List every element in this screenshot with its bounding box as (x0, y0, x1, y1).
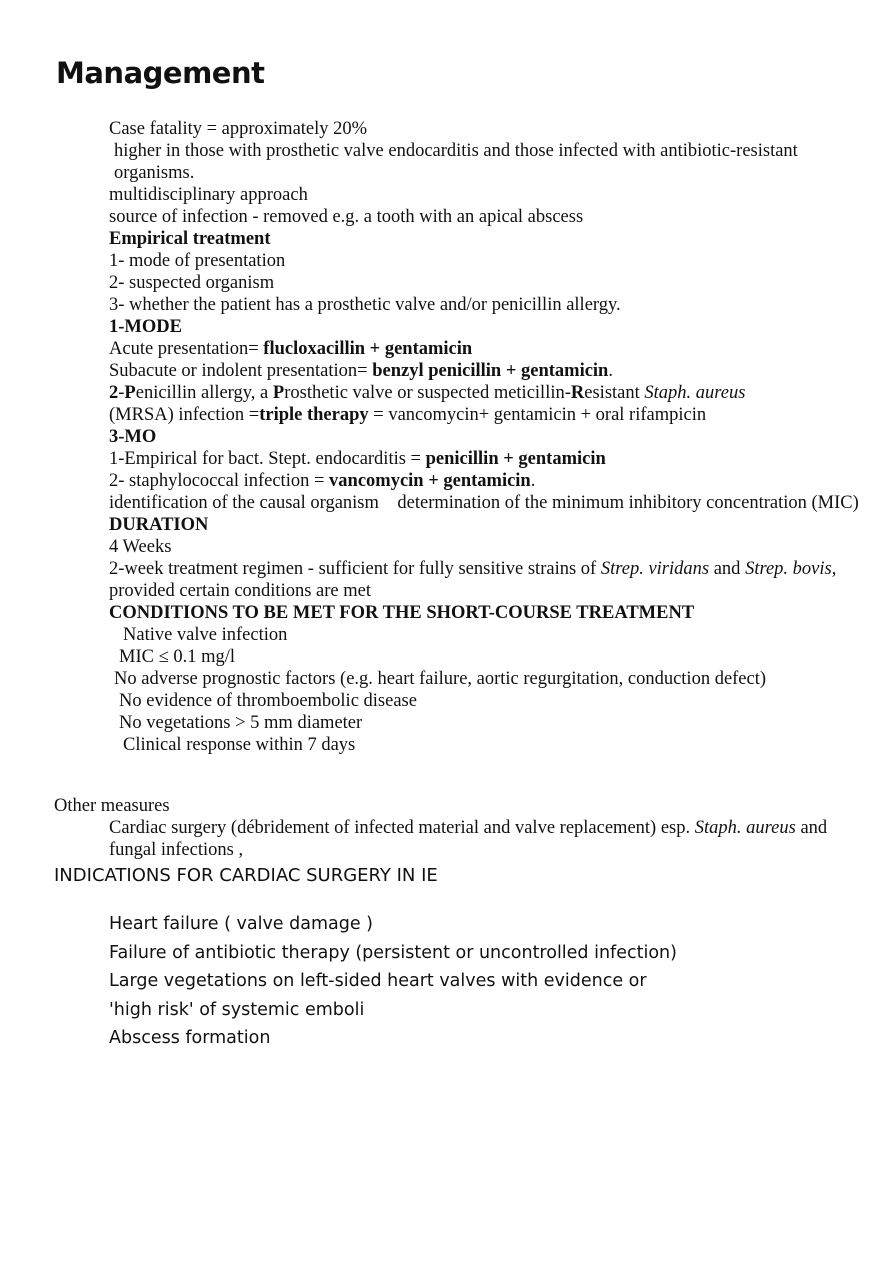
penicillin-allergy-paragraph (109, 382, 869, 426)
indication-item: Failure of antibiotic therapy (persistent or uncontrolled infection) (109, 942, 677, 963)
subacute-line (109, 360, 869, 382)
p2-text-a: - (118, 383, 125, 403)
p2-text-d: esistant (584, 383, 645, 403)
mo-l2-suffix: . (530, 471, 536, 491)
condition-item: No vegetations > 5 mm diameter (119, 713, 363, 733)
duration-heading: DURATION (109, 515, 209, 535)
p2-number: 2 (109, 383, 119, 403)
conditions-heading: CONDITIONS TO BE MET FOR THE SHORT-COURSE TREATMENT (109, 603, 695, 623)
subacute-suffix: . (608, 361, 613, 381)
empirical-item: 1- mode of presentation (109, 251, 286, 271)
duration-organism-2: Strep. bovis (745, 559, 832, 579)
p2-letter-r: R (570, 383, 585, 403)
mo-l1-prefix: 1-Empirical for bact. Stept. endocarditis = (109, 449, 426, 469)
mo-heading: 3-MO (109, 427, 157, 447)
mo-line-1 (109, 448, 869, 470)
duration-weeks: 4 Weeks (109, 537, 172, 557)
other-measures-label: Other measures (54, 796, 170, 816)
indication-item: Large vegetations on left-sided heart valves with evidence or (109, 971, 647, 991)
p2-letter-p: P (124, 383, 136, 403)
condition-item: Native valve infection (123, 625, 288, 645)
duration-text-b: and (709, 559, 746, 579)
acute-drugs: flucloxacillin + gentamicin (263, 339, 473, 359)
duration-text-c: , provided certain conditions are met (109, 559, 837, 601)
p2-text-e: (MRSA) infection = (109, 405, 260, 425)
page-title: Management (56, 56, 265, 90)
other-measures-body (109, 817, 854, 861)
mo-l2-prefix: 2- staphylococcal infection = (109, 471, 330, 491)
case-fatality-line: Case fatality = approximately 20% (109, 119, 368, 139)
subacute-prefix: Subacute or indolent presentation= (109, 361, 373, 381)
condition-item: Clinical response within 7 days (123, 735, 356, 755)
p2-triple-therapy: triple therapy (259, 405, 369, 425)
duration-text-a: 2-week treatment regimen - sufficient for fully sensitive strains of (109, 559, 601, 579)
mode-heading: 1-MODE (109, 317, 182, 337)
other-text-a: Cardiac surgery (débridement of infected material and valve replacement) esp. (109, 818, 695, 838)
other-text-b: and fungal infections , (109, 818, 828, 860)
acute-line (109, 338, 869, 360)
indications-list (109, 910, 677, 1053)
empirical-item: 3- whether the patient has a prosthetic valve and/or penicillin allergy. (109, 295, 621, 315)
identification-line: identification of the causal organism determination of the minimum inhibitory concentration (MIC) (109, 493, 859, 513)
indication-item: Heart failure ( valve damage ) (109, 914, 373, 934)
other-organism: Staph. aureus (694, 818, 796, 838)
p2-text-b: enicillin allergy, a (135, 383, 273, 403)
indication-item: 'high risk' of systemic emboli (109, 999, 365, 1020)
indications-title: INDICATIONS FOR CARDIAC SURGERY IN IE (54, 865, 438, 886)
mo-l1-drugs: penicillin + gentamicin (425, 449, 606, 469)
mo-line-2 (109, 470, 869, 492)
p2-text-f: = vancomycin+ gentamicin + oral rifampicin (368, 405, 707, 425)
p2-organism: Staph. aureus (644, 383, 746, 403)
multidisciplinary-line: multidisciplinary approach (109, 185, 308, 205)
source-line: source of infection - removed e.g. a tooth with an apical abscess (109, 207, 584, 227)
condition-item: No adverse prognostic factors (e.g. heart failure, aortic regurgitation, conduction defect) (114, 669, 767, 689)
acute-prefix: Acute presentation= (109, 339, 264, 359)
empirical-item: 2- suspected organism (109, 273, 275, 293)
duration-paragraph (109, 558, 869, 602)
management-body (109, 118, 869, 756)
condition-item: No evidence of thromboembolic disease (119, 691, 417, 711)
empirical-heading: Empirical treatment (109, 229, 271, 249)
condition-item: MIC ≤ 0.1 mg/l (119, 647, 236, 667)
p2-text-c: rosthetic valve or suspected meticillin- (284, 383, 571, 403)
higher-risk-line: higher in those with prosthetic valve endocarditis and those infected with antibiotic-resistant organisms. (114, 141, 798, 183)
duration-organism-1: Strep. viridans (600, 559, 710, 579)
subacute-drugs: benzyl penicillin + gentamicin (372, 361, 609, 381)
mo-l2-drugs: vancomycin + gentamicin (329, 471, 531, 491)
indication-item: Abscess formation (109, 1028, 271, 1048)
p2-letter-p: P (272, 383, 285, 403)
